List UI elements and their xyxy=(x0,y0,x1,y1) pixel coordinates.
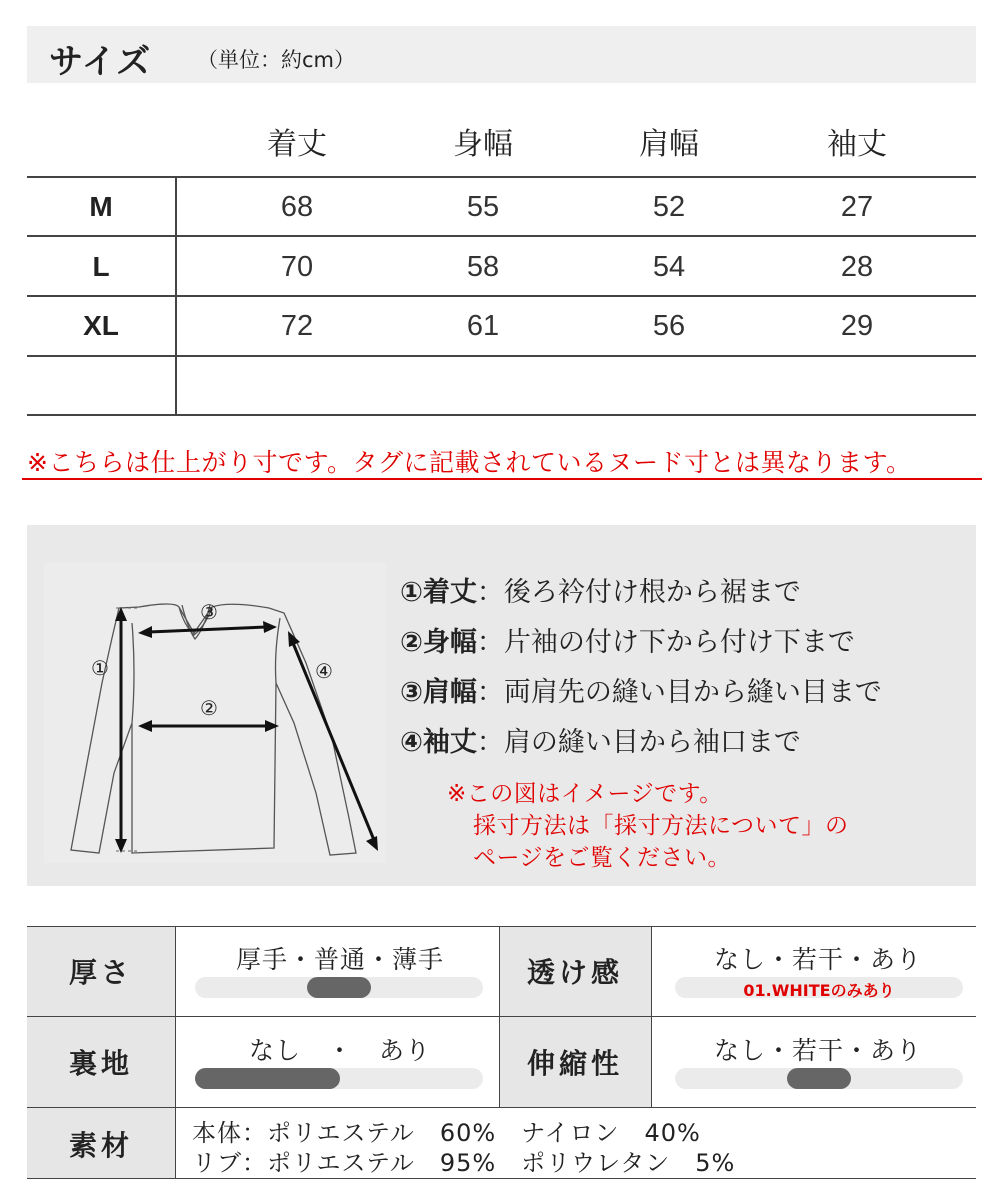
table-divider xyxy=(175,926,176,1179)
table-divider xyxy=(27,926,976,927)
table-cell: 28 xyxy=(840,251,874,283)
table-divider xyxy=(499,926,500,1107)
table-cell: 56 xyxy=(652,310,686,342)
table-cell: 72 xyxy=(280,310,314,342)
image-note: ※この図はイメージです。 xyxy=(447,781,723,807)
table-divider xyxy=(27,414,976,416)
table-cell: 27 xyxy=(840,191,874,223)
sheerness-label: 透け感 xyxy=(499,926,651,1016)
attributes-table xyxy=(27,926,976,1179)
size-title: サイズ xyxy=(49,42,152,82)
stretch-bar-fill xyxy=(787,1068,851,1089)
thickness-bar-fill xyxy=(307,977,371,998)
longsleeve-shirt-icon xyxy=(44,563,386,863)
column-header: 袖丈 xyxy=(827,127,887,162)
stretch-bar xyxy=(675,1068,963,1089)
row-label: M xyxy=(89,191,113,222)
table-cell: 52 xyxy=(652,191,686,223)
stretch-label: 伸縮性 xyxy=(499,1017,651,1107)
stretch-options: なし・若干・あり xyxy=(713,1036,922,1065)
measure-method-note: 採寸方法は「採寸方法について」の xyxy=(473,813,849,839)
material-body: 本体：ポリエステル 60% ナイロン 40% xyxy=(192,1119,701,1147)
table-cell: 29 xyxy=(840,310,874,342)
measurement-item: ③肩幅：両肩先の縫い目から縫い目まで xyxy=(400,677,882,708)
table-divider xyxy=(27,1016,976,1017)
table-divider xyxy=(27,235,976,237)
size-header xyxy=(27,26,976,83)
thickness-label: 厚さ xyxy=(27,926,175,1016)
sheerness-options: なし・若干・あり xyxy=(713,945,922,974)
lining-label: 裏地 xyxy=(27,1017,175,1107)
table-cell: 58 xyxy=(466,251,500,283)
table-cell: 70 xyxy=(280,251,314,283)
measurement-item: ②身幅：片袖の付け下から付け下まで xyxy=(400,627,855,658)
lining-bar-fill xyxy=(195,1068,340,1089)
table-cell: 61 xyxy=(466,310,500,342)
measurement-guide xyxy=(27,525,976,886)
table-cell: 68 xyxy=(280,191,314,223)
table-divider xyxy=(27,1107,976,1108)
table-divider xyxy=(27,176,976,178)
table-divider xyxy=(27,295,976,297)
note-underline xyxy=(22,478,982,480)
table-divider xyxy=(175,177,177,416)
table-divider xyxy=(651,926,652,1107)
page-reference-note: ページをご覧ください。 xyxy=(473,845,732,871)
column-header: 身幅 xyxy=(453,127,513,162)
material-label: 素材 xyxy=(27,1108,175,1179)
garment-illustration xyxy=(44,563,386,863)
white-only-note: 01.WHITEのみあり xyxy=(743,981,895,1000)
marker-2: ② xyxy=(200,696,218,720)
lining-options: なし ・ あり xyxy=(248,1036,431,1065)
table-cell: 54 xyxy=(652,251,686,283)
marker-1: ① xyxy=(91,656,109,680)
measurement-item: ①着丈：後ろ衿付け根から裾まで xyxy=(400,577,801,608)
lining-bar xyxy=(195,1068,483,1089)
thickness-bar xyxy=(195,977,483,998)
table-cell: 55 xyxy=(466,191,500,223)
material-rib: リブ：ポリエステル 95% ポリウレタン 5% xyxy=(192,1149,736,1177)
thickness-options: 厚手・普通・薄手 xyxy=(235,945,444,974)
column-header: 肩幅 xyxy=(639,127,699,162)
finish-size-note: ※こちらは仕上がり寸です。タグに記載されているヌード寸とは異なります。 xyxy=(27,448,912,477)
table-divider xyxy=(27,1178,976,1179)
marker-3: ③ xyxy=(200,600,218,624)
marker-4: ④ xyxy=(315,659,333,683)
row-label: XL xyxy=(83,310,119,341)
measurement-item: ④袖丈：肩の縫い目から袖口まで xyxy=(400,727,801,758)
column-header: 着丈 xyxy=(267,127,327,162)
size-unit: （単位：約cm） xyxy=(197,48,356,72)
row-label: L xyxy=(92,251,110,282)
table-divider xyxy=(27,355,976,357)
